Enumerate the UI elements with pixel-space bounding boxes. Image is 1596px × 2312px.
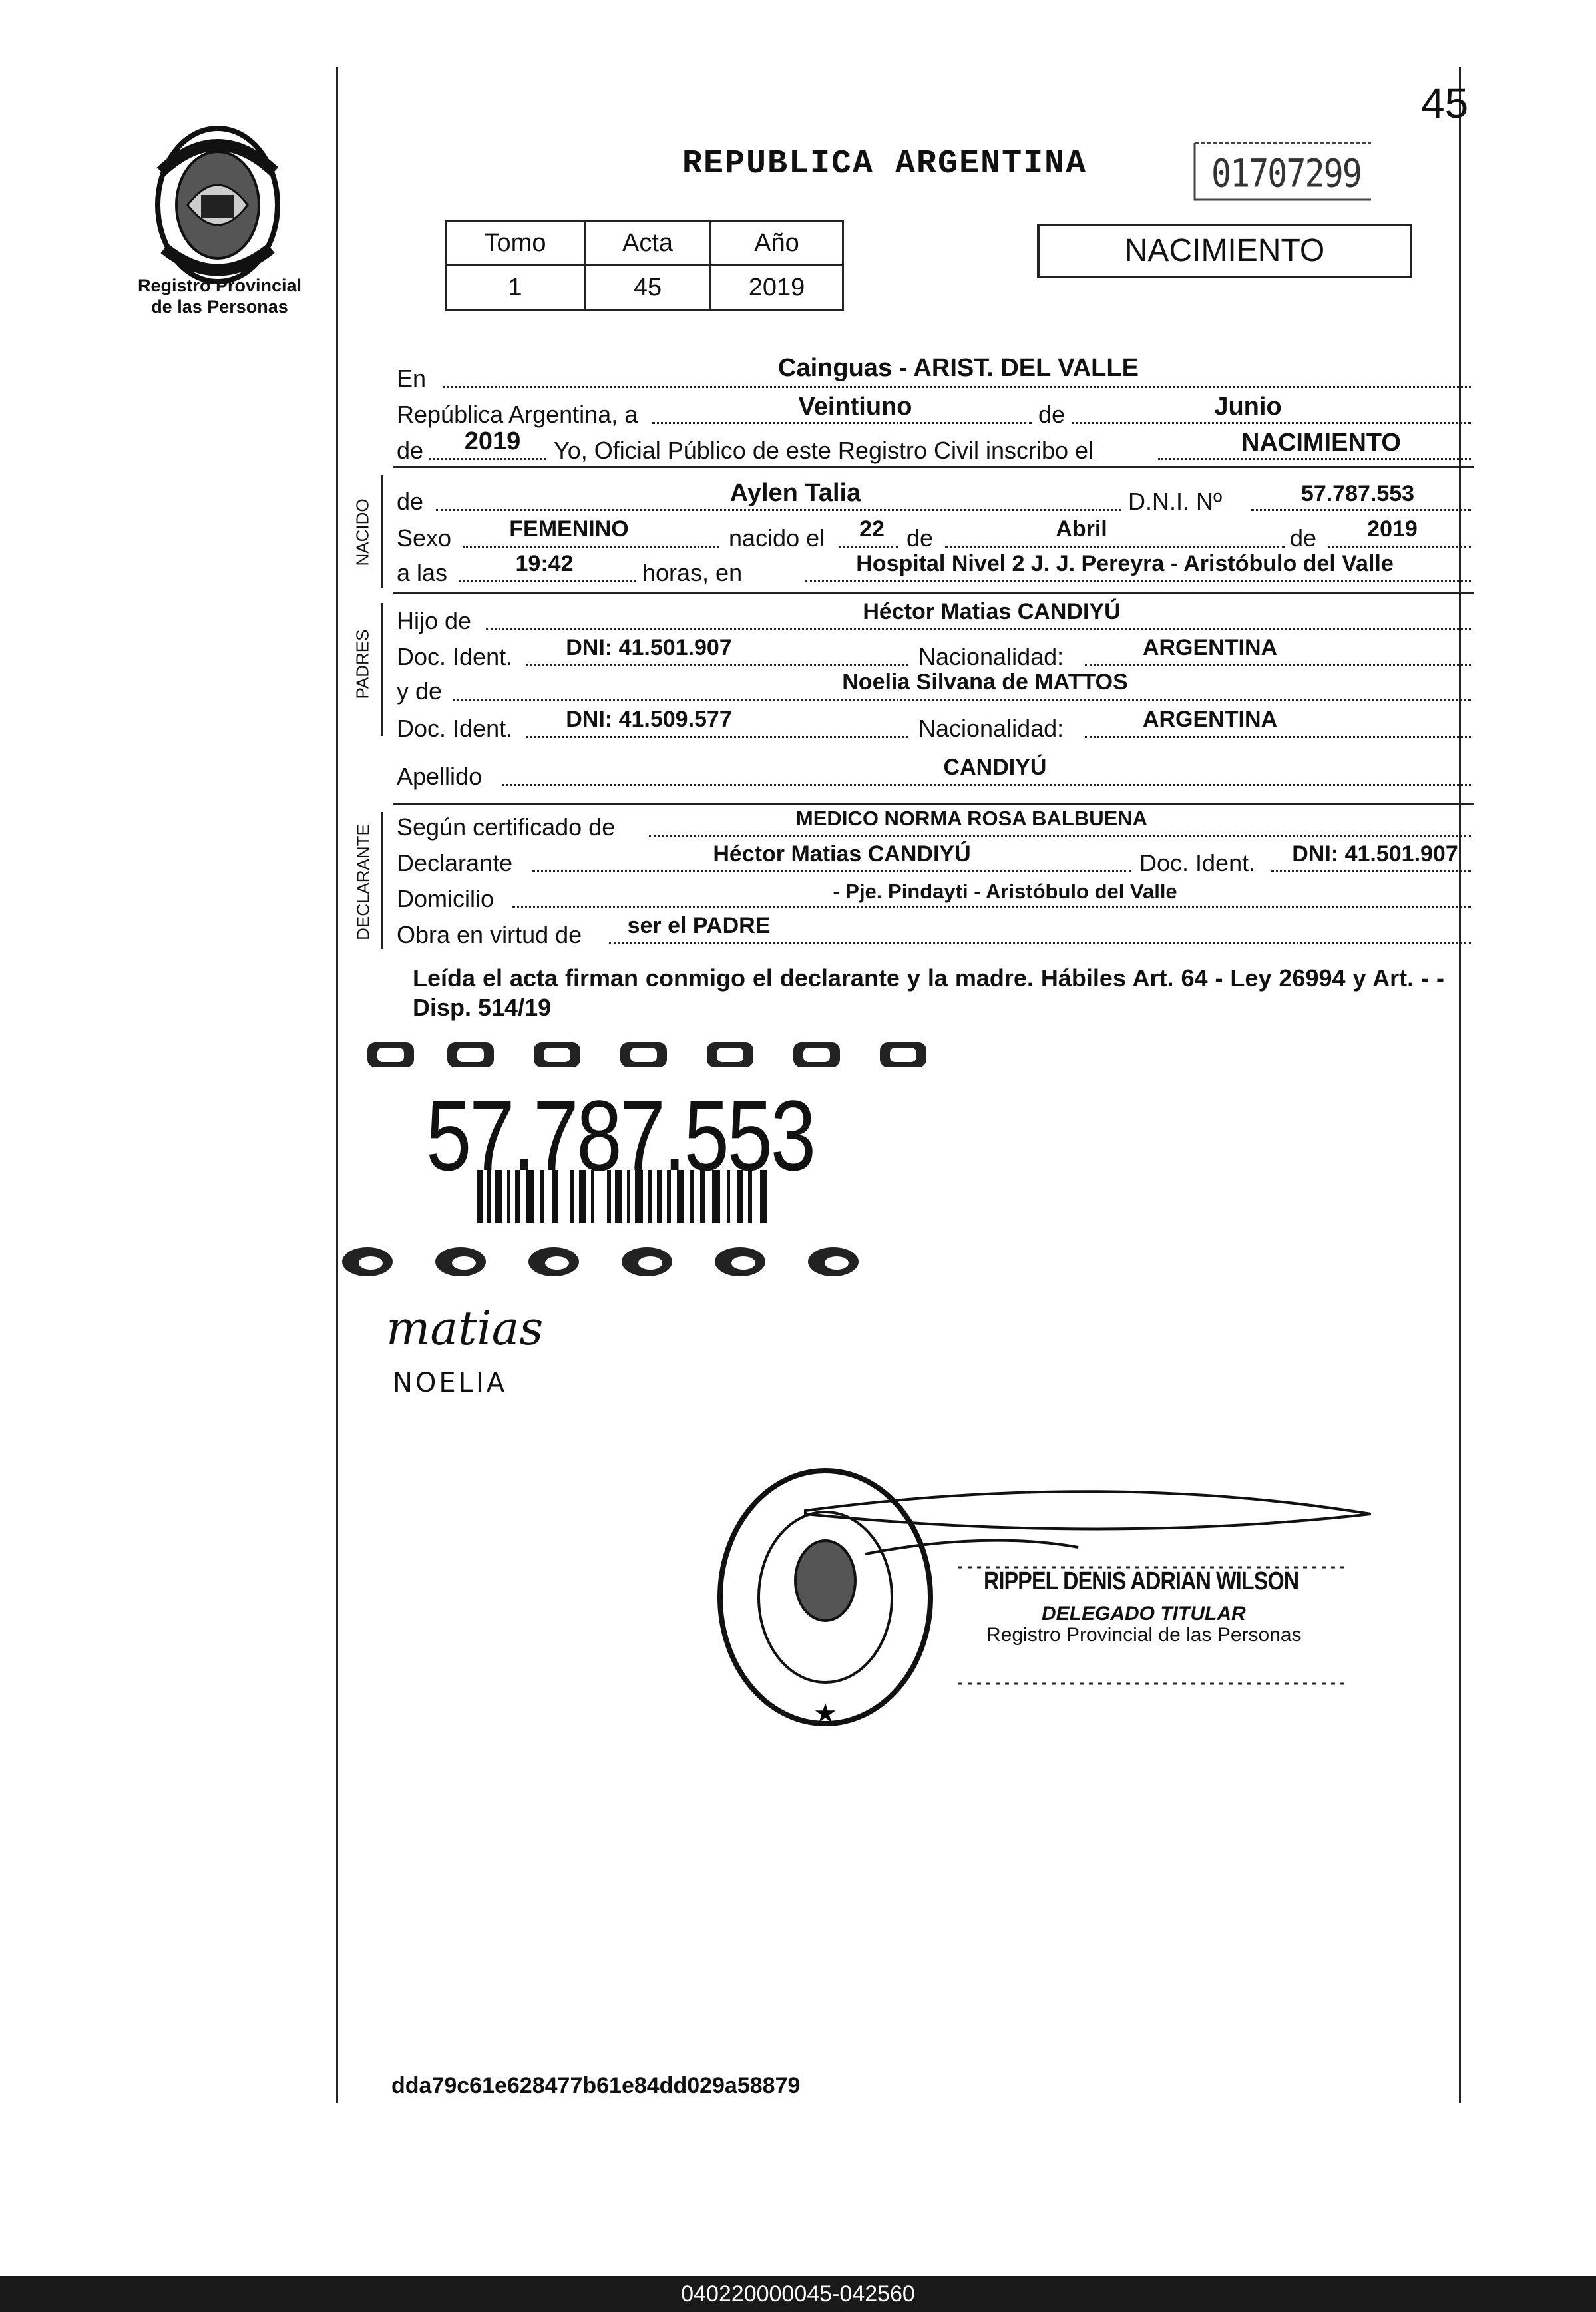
- closing-note: Leída el acta firman conmigo el declarante y la madre. Hábiles Art. 64 - Ley 26994 y Art. - - Disp. 514/19: [413, 964, 1444, 1021]
- dotted-line: [453, 699, 1471, 701]
- dotted-line: [839, 546, 898, 548]
- declarante-name: Héctor Matias CANDIYÚ: [713, 841, 971, 867]
- padres-mother-doc: DNI: 41.509.577: [566, 707, 732, 732]
- logo-caption-line1: Registro Provincial: [137, 276, 302, 295]
- stamp-officer-name: RIPPEL DENIS ADRIAN WILSON: [984, 1567, 1299, 1595]
- document-hash: dda79c61e628477b61e84dd029a58879: [391, 2073, 801, 2098]
- intro-month: Junio: [1214, 393, 1282, 421]
- signature-mother: NOELIA: [393, 1368, 508, 1398]
- table-value-tomo: 1: [446, 266, 585, 310]
- padres-mother-doc-label: Doc. Ident.: [397, 715, 513, 742]
- padres-hijo-label: Hijo de: [397, 607, 472, 634]
- nacido-name: Aylen Talia: [729, 479, 861, 507]
- sticker-dni-number: 57.787.553: [426, 1079, 814, 1191]
- dotted-line: [1085, 736, 1471, 738]
- svg-text:★: ★: [813, 1698, 837, 1729]
- dotted-line: [463, 546, 719, 548]
- dotted-line: [805, 580, 1471, 582]
- dotted-line: [526, 664, 908, 666]
- section-divider: [393, 592, 1474, 594]
- dotted-line: [1251, 509, 1471, 511]
- padres-father-nat-label: Nacionalidad:: [918, 643, 1064, 670]
- logo-caption-line2: de las Personas: [151, 297, 288, 317]
- declarante-doc: DNI: 41.501.907: [1292, 841, 1458, 867]
- declarante-cert: MEDICO NORMA ROSA BALBUENA: [795, 807, 1148, 830]
- table-value-acta: 45: [585, 266, 711, 310]
- dotted-line: [1328, 546, 1471, 548]
- declarante-dom-label: Domicilio: [397, 885, 495, 912]
- section-divider: [393, 803, 1474, 805]
- signature-declarante: matias: [386, 1301, 544, 1356]
- table-header-ano: Año: [711, 221, 843, 266]
- dotted-line: [945, 546, 1285, 548]
- dotted-line: [459, 580, 636, 582]
- intro-year: 2019: [464, 427, 521, 455]
- dotted-line: [532, 870, 1131, 872]
- apellido-label: Apellido: [397, 763, 483, 790]
- dotted-line: [526, 736, 908, 738]
- intro-de2-label: de: [397, 437, 424, 464]
- nacido-de-label3: de: [1290, 524, 1317, 552]
- section-divider: [393, 466, 1474, 468]
- nacido-horas-label: horas, en: [642, 559, 743, 586]
- section-label-declarante: DECLARANTE: [353, 824, 373, 940]
- intro-place: Cainguas - ARIST. DEL VALLE: [778, 354, 1139, 382]
- section-bar-nacido: [381, 475, 383, 588]
- nacido-dni-label: D.N.I. Nº: [1128, 488, 1223, 515]
- padres-father-nat: ARGENTINA: [1142, 635, 1278, 660]
- nacido-time: 19:42: [515, 551, 574, 576]
- declarante-cert-label: Según certificado de: [397, 813, 616, 841]
- dotted-line: [429, 458, 546, 460]
- section-label-padres: PADRES: [352, 629, 373, 699]
- nacido-day: 22: [859, 516, 885, 542]
- tomo-acta-ano-table: [445, 220, 844, 311]
- intro-officer-text: Yo, Oficial Público de este Registro Civil inscribo el: [554, 437, 1094, 464]
- document-title: REPUBLICA ARGENTINA: [682, 145, 1088, 183]
- nacido-de-label: de: [397, 488, 424, 515]
- province-coat-of-arms-icon: [148, 125, 288, 291]
- table-value-ano: 2019: [711, 266, 843, 310]
- padres-mother: Noelia Silvana de MATTOS: [842, 670, 1128, 695]
- declarante-obra-label: Obra en virtud de: [397, 921, 582, 948]
- table-header-acta: Acta: [585, 221, 711, 266]
- right-margin-rule: [1459, 67, 1461, 2103]
- dotted-line: [609, 942, 1471, 944]
- declarante-obra: ser el PADRE: [627, 913, 771, 938]
- dotted-line: [486, 628, 1471, 630]
- nacido-de-label2: de: [906, 524, 934, 552]
- dotted-line: [1072, 422, 1471, 424]
- declarante-address: - Pje. Pindayti - Aristóbulo del Valle: [833, 880, 1177, 903]
- nacido-sexo: FEMENINO: [509, 516, 629, 542]
- nacido-nacido-label: nacido el: [729, 524, 825, 552]
- section-bar-declarante: [381, 812, 383, 949]
- dotted-line: [1158, 458, 1471, 460]
- padres-father: Héctor Matias CANDIYÚ: [863, 599, 1121, 624]
- intro-en-label: En: [397, 365, 427, 392]
- footer-code: 040220000045-042560: [681, 2281, 915, 2307]
- apellido-value: CANDIYÚ: [943, 755, 1047, 780]
- declarante-doc-label: Doc. Ident.: [1139, 849, 1256, 876]
- stamp-organization: Registro Provincial de las Personas: [986, 1624, 1302, 1646]
- nacido-year: 2019: [1367, 516, 1418, 542]
- dotted-line: [436, 509, 1121, 511]
- record-type-box: NACIMIENTO: [1037, 224, 1412, 278]
- padres-mother-nat: ARGENTINA: [1142, 707, 1278, 732]
- serial-number: 01707299: [1211, 151, 1361, 196]
- dotted-line: [502, 784, 1471, 786]
- dotted-line: [512, 906, 1471, 908]
- dotted-line: [649, 835, 1471, 837]
- nacido-dni: 57.787.553: [1300, 481, 1415, 506]
- intro-republic-label: República Argentina, a: [397, 401, 638, 428]
- dotted-line: [443, 386, 1471, 388]
- padres-father-doc-label: Doc. Ident.: [397, 643, 513, 670]
- padres-yde-label: y de: [397, 677, 443, 705]
- nacido-month: Abril: [1056, 516, 1107, 542]
- table-header-tomo: Tomo: [446, 221, 585, 266]
- section-label-nacido: NACIDO: [352, 498, 373, 566]
- padres-father-doc: DNI: 41.501.907: [566, 635, 732, 660]
- stamp-officer-role: DELEGADO TITULAR: [1042, 1603, 1246, 1625]
- section-bar-padres: [381, 603, 383, 736]
- intro-day: Veintiuno: [798, 393, 912, 421]
- dotted-line: [652, 422, 1032, 424]
- logo-caption: [120, 275, 319, 317]
- intro-inscribed: NACIMIENTO: [1241, 429, 1401, 457]
- dotted-line: [1085, 664, 1471, 666]
- nacido-place: Hospital Nivel 2 J. J. Pereyra - Aristóbulo del Valle: [856, 551, 1394, 576]
- padres-mother-nat-label: Nacionalidad:: [918, 715, 1064, 742]
- nacido-sexo-label: Sexo: [397, 524, 452, 552]
- page-number: 45: [1421, 79, 1469, 127]
- nacido-a-las-label: a las: [397, 559, 448, 586]
- dotted-line: [1271, 870, 1471, 872]
- intro-de-label: de: [1038, 401, 1066, 428]
- left-margin-rule: [336, 67, 338, 2103]
- declarante-name-label: Declarante: [397, 849, 513, 876]
